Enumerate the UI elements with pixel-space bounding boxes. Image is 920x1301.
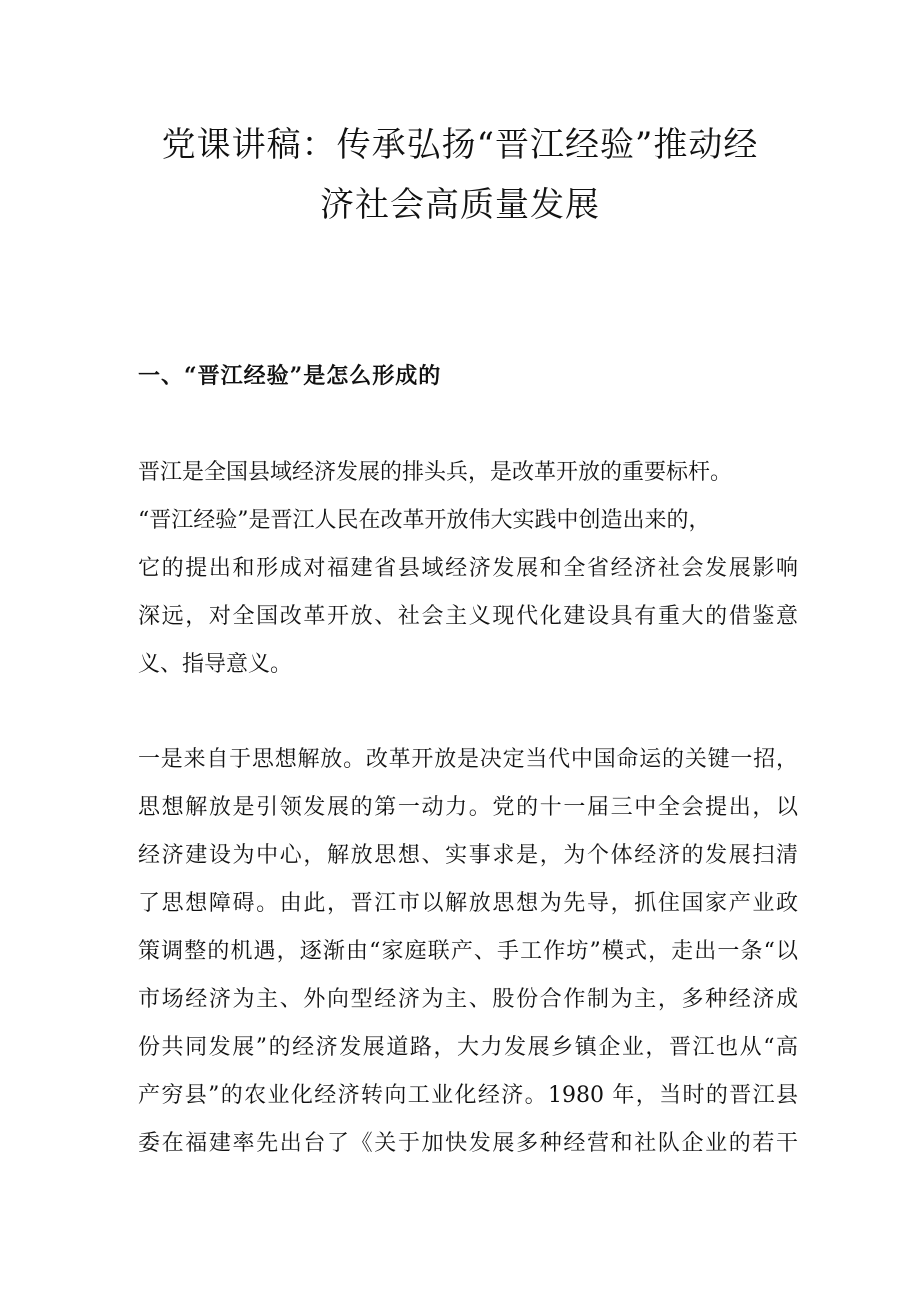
para1-line: 义、指导意义。 [138,652,293,677]
para1-line: “晋江经验”是晋江人民在改革开放伟大实践中创造出来的， [138,508,711,533]
document-title-line-1: 党课讲稿：传承弘扬“晋江经验”推动经 [161,125,759,165]
para2-line: 一是来自于思想解放。改革开放是决定当代中国命运的关键一招， [138,747,798,772]
para2-line: 委在福建率先出台了《关于加快发展多种经营和社队企业的若干 [138,1131,798,1156]
para1-line: 深远，对全国改革开放、社会主义现代化建设具有重大的借鉴意 [138,604,798,629]
para1-line: 它的提出和形成对福建省县域经济发展和全省经济社会发展影响 [138,556,798,581]
para2-line: 思想解放是引领发展的第一动力。党的十一届三中全会提出，以 [138,795,798,820]
para2-line: 策调整的机遇，逐渐由“家庭联产、手工作坊”模式，走出一条“以 [138,939,798,964]
para2-line: 经济建设为中心，解放思想、实事求是，为个体经济的发展扫清 [138,843,798,868]
para2-line: 市场经济为主、外向型经济为主、股份合作制为主，多种经济成 [138,987,798,1012]
para2-line: 份共同发展”的经济发展道路，大力发展乡镇企业，晋江也从“高 [138,1035,798,1060]
para2-line: 产穷县”的农业化经济转向工业化经济。1980 年，当时的晋江县 [138,1083,798,1108]
section-1-heading: 一、“晋江经验”是怎么形成的 [138,363,442,389]
para1-line: 晋江是全国县域经济发展的排头兵，是改革开放的重要标杆。 [138,460,733,485]
para2-line: 了思想障碍。由此，晋江市以解放思想为先导，抓住国家产业政 [138,891,798,916]
document-title-line-2: 济社会高质量发展 [320,185,600,225]
